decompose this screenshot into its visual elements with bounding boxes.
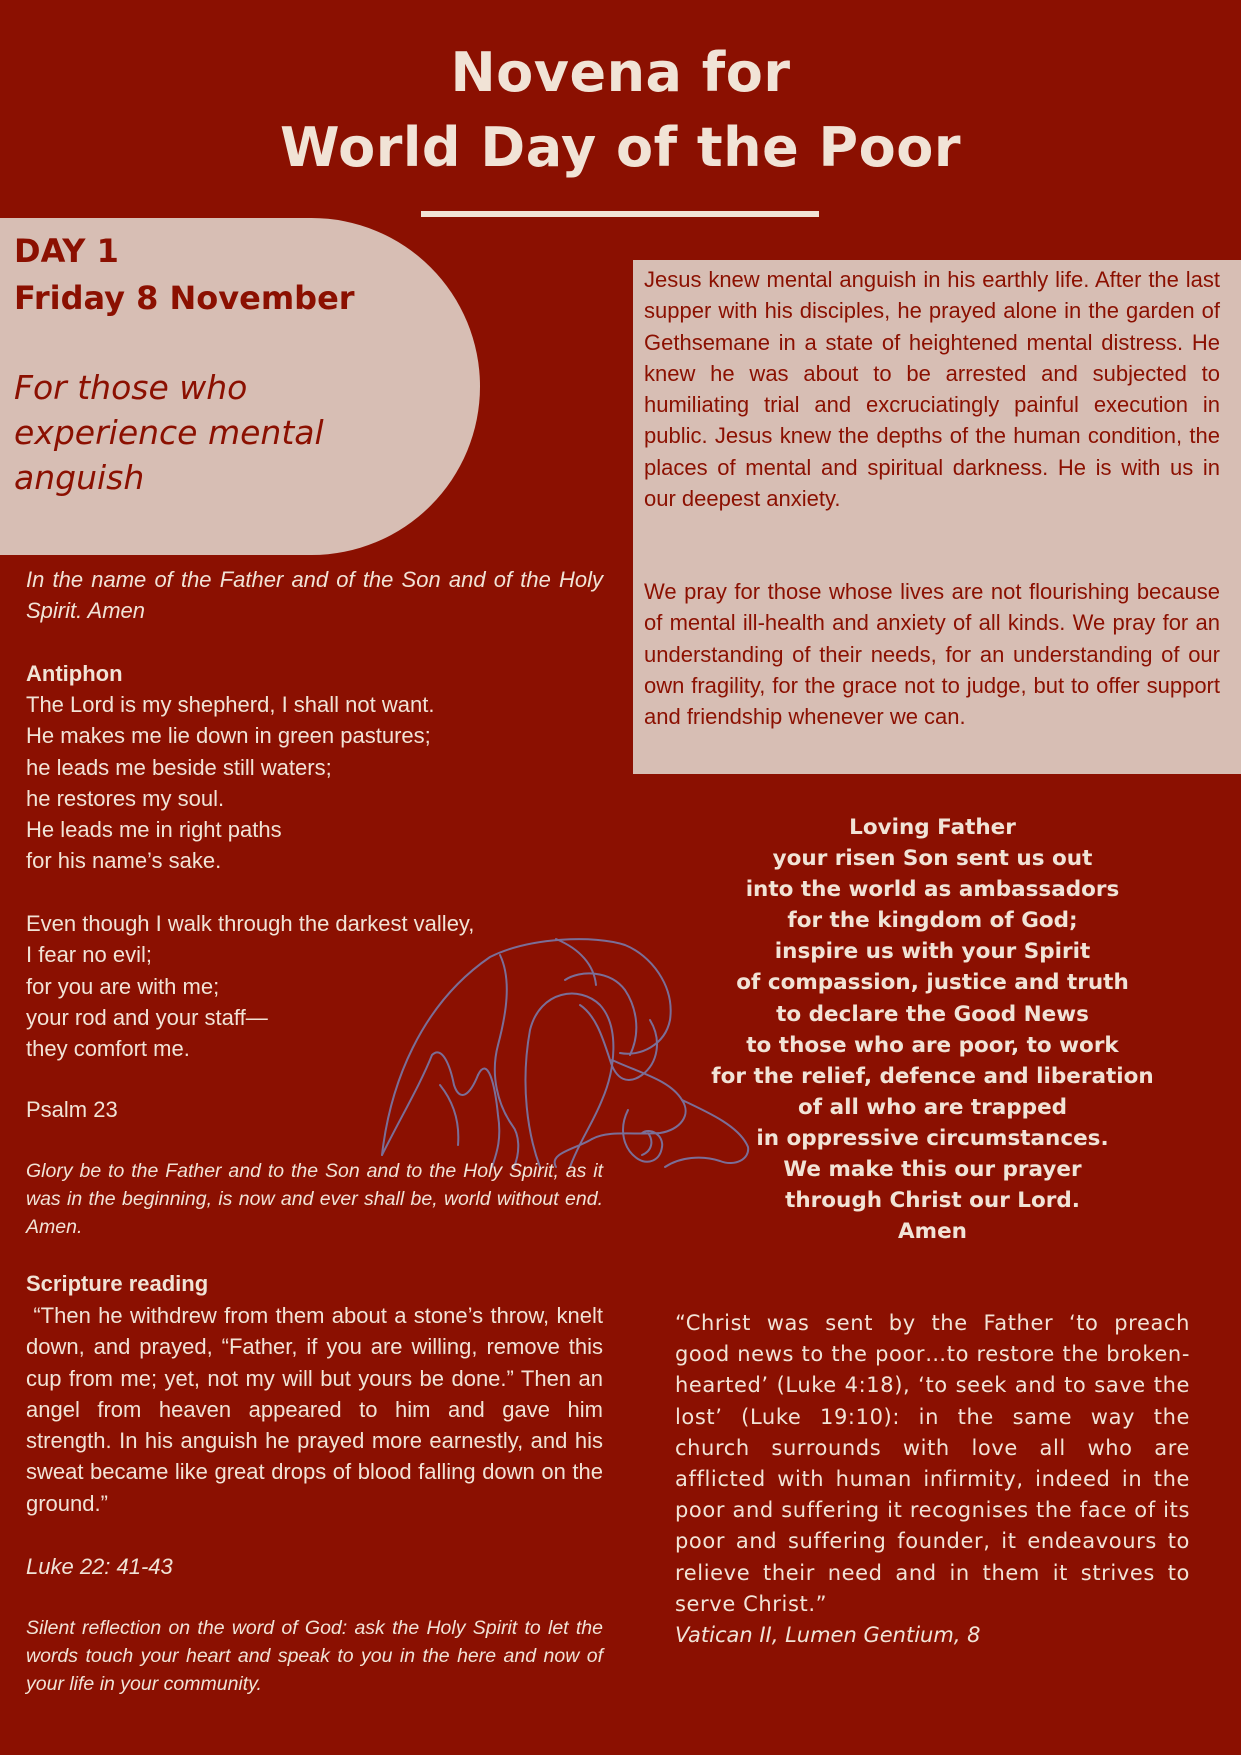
scripture-reference: Luke 22: 41-43 [26,1554,173,1579]
prayer-line: your risen Son sent us out [772,846,1093,872]
psalm-stanza-2 [26,908,603,1064]
psalm-line: He makes me lie down in green pastures; [26,723,431,749]
day-theme: For those who experience mental anguish [14,368,324,497]
reflection-paragraph-2: We pray for those whose lives are not flourishing because of mental ill-health and anxiety of all kinds. We pray for an understanding of their needs, for an understanding of our own fragility, for the grace not to judge, but to offer support and friendship whenever we can. [644,579,1220,730]
reflection-paragraph-1: Jesus knew mental anguish in his earthly life. After the last supper with his disciples, he prayed alone in the garden of Gethsemane in a state of heightened mental distress. He knew he was about to be arrested and subjected to humiliating trial and excruciatingly painful execution in public. Jesus knew the depths of the human condition, the places of mental and spiritual darkness. He is with us in our deepest anxiety. [644,267,1220,512]
psalm-line: He leads me in right paths [26,817,282,843]
prayer-line: Loving Father [849,815,1016,840]
vatican-quote: “Christ was sent by the Father ‘to preach good news to the poor…to restore the broken-hearted’ (Luke 4:18), ‘to seek and to save the lost’ (Luke 19:10): in the same way the church surrounds with love all who are afflicted with human infirmity, indeed in the poor and suffering it recognises the face of its poor and suffering founder, it endeavours to relieve their need and in them it strives to serve Christ.” [675,1311,1190,1616]
prayer-line: into the world as ambassadors [745,877,1120,903]
title-divider [421,211,819,217]
prayer-line: to declare the Good News [776,1001,1089,1027]
prayer-line: of compassion, justice and truth [736,970,1129,996]
day-date: Friday 8 November [14,279,355,317]
psalm-line: Even though I walk through the darkest valley, [26,911,475,936]
prayer-line: for the kingdom of God; [787,908,1078,934]
prayer-line: to those who are poor, to work [746,1032,1119,1058]
psalm-line: I fear no evil; [26,942,152,968]
psalm-line: The Lord is my shepherd, I shall not want. [26,692,435,717]
scripture-text: “Then he withdrew from them about a stone’s throw, knelt down, and prayed, “Father, if you are willing, remove this cup from me; yet, not my will but yours be done.” Then an angel from heaven appeared to him and gave him strength. In his anguish he prayed more earnestly, and his sweat became like great drops of blood falling down on the ground.” [26,1303,610,1516]
quote-source: Vatican II, Lumen Gentium, 8 [675,1623,981,1647]
psalm-line: your rod and your staff— [26,1004,268,1030]
psalm-stanza-1 [26,689,603,877]
psalm-line: they comfort me. [26,1036,190,1062]
prayer-line: Amen [898,1219,967,1245]
prayer-line: in oppressive circumstances. [756,1125,1109,1151]
title-line-1: Novena for [450,41,791,104]
psalm-line: he restores my soul. [26,785,225,811]
psalm-reference: Psalm 23 [26,1097,118,1122]
psalm-line: for his name’s sake. [26,848,222,874]
prayer-line: inspire us with your Spirit [774,939,1091,965]
prayer-line: through Christ our Lord. [785,1188,1080,1214]
scripture-heading: Scripture reading [26,1271,209,1296]
glory-be: Glory be to the Father and to the Son and to the Holy Spirit, as it was in the beginning, is now and ever shall be, world without end. Amen. [26,1160,603,1238]
psalm-line: he leads me beside still waters; [26,754,332,780]
antiphon-heading: Antiphon [26,661,123,686]
opening-prayer: In the name of the Father and of the Son and of the Holy Spirit. Amen [26,567,603,624]
prayer-line: for the relief, defence and liberation [711,1063,1154,1089]
prayer-line: of all who are trapped [797,1094,1068,1120]
title-line-2: World Day of the Poor [280,116,961,179]
psalm-line: for you are with me; [26,973,220,999]
closing-prayer [700,812,1165,1247]
prayer-line: We make this our prayer [783,1157,1082,1183]
silent-reflection: Silent reflection on the word of God: ask the Holy Spirit to let the words touch your heart and speak to you in the here and now of your life in your community. [26,1617,603,1695]
day-label: DAY 1 [14,232,119,270]
